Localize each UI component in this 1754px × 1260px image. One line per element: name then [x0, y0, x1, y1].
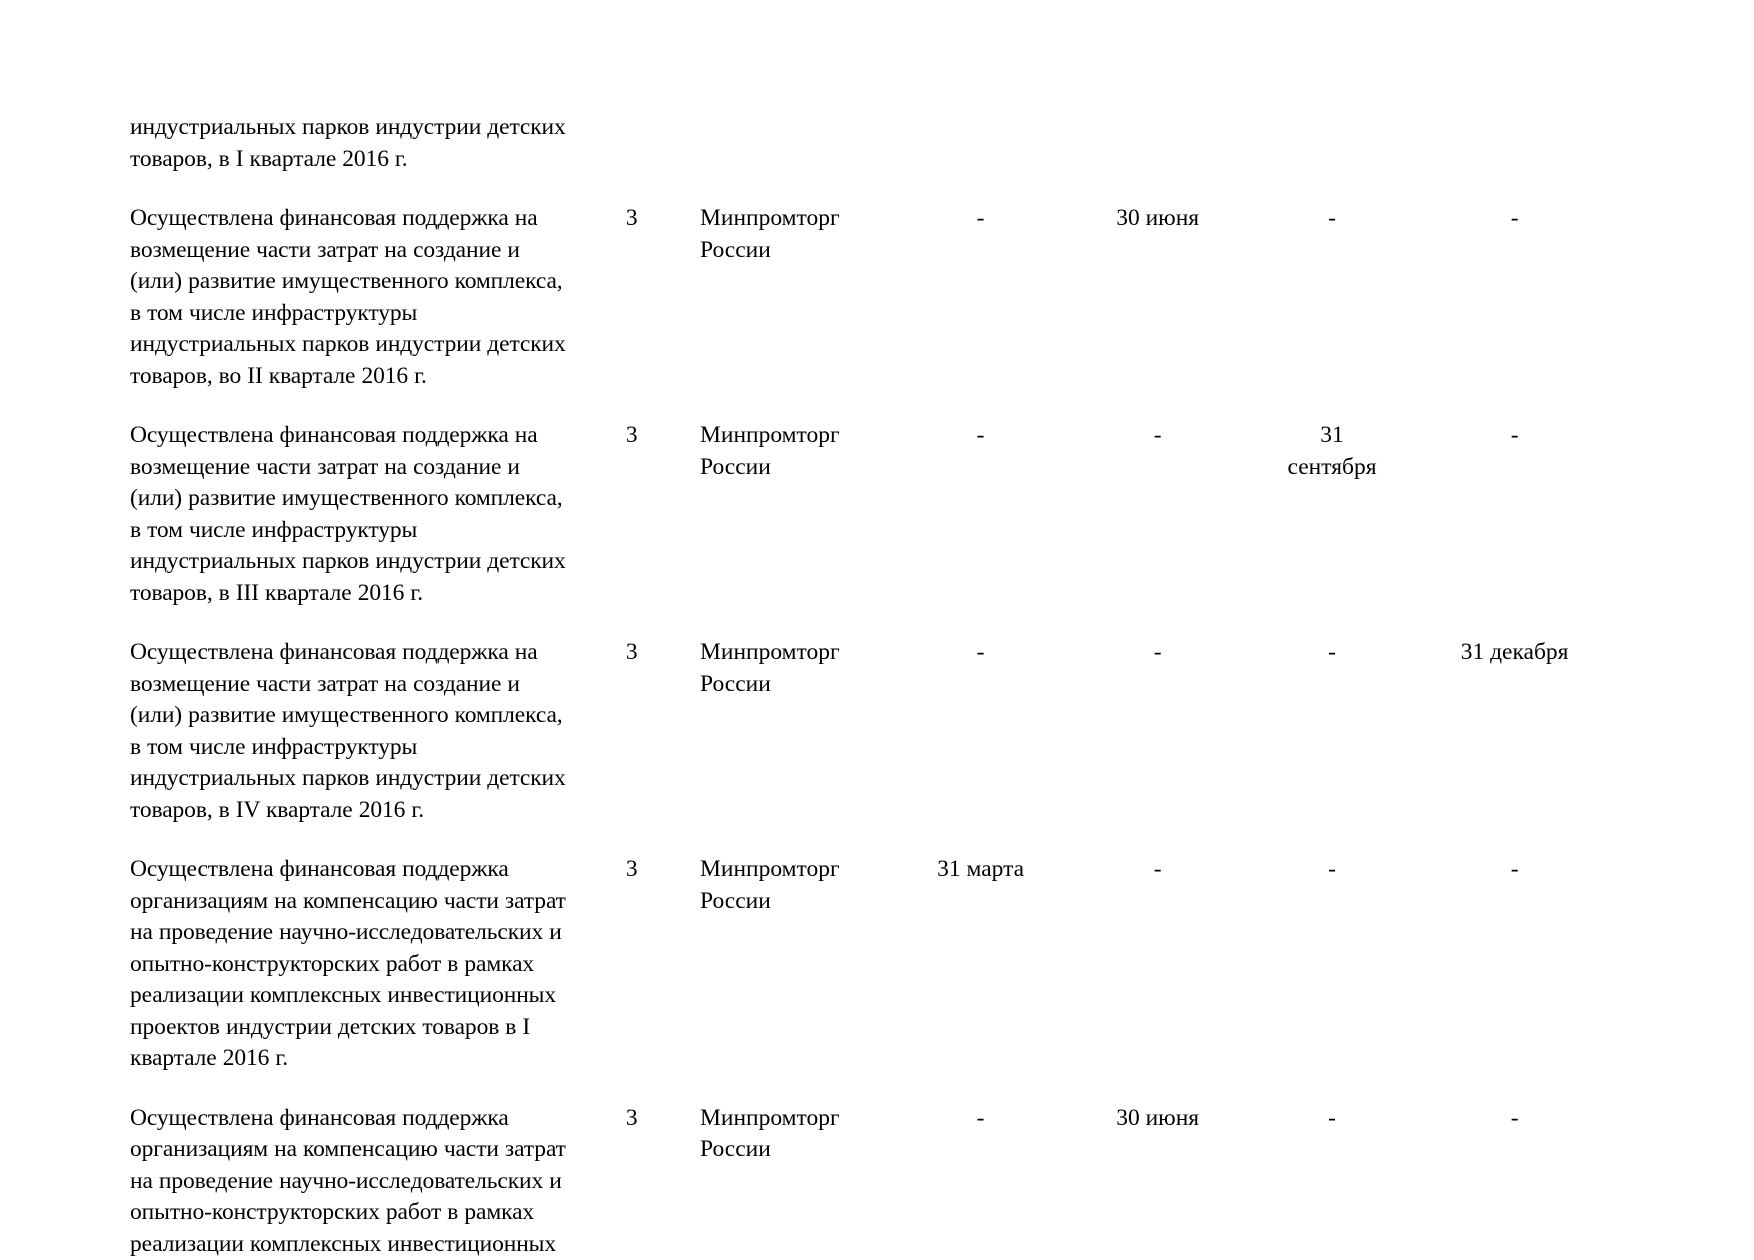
task-line: опытно-конструкторских работ в рамках: [130, 1197, 626, 1229]
task-line: индустриальных парков индустрии детских: [130, 546, 626, 578]
row-spacer: [130, 175, 1610, 203]
deadline-q4-cell: [1419, 112, 1610, 175]
deadline-q4-cell-text: -: [1427, 420, 1602, 452]
deadline-q3-cell: [1245, 854, 1419, 1075]
task-description-cell: [130, 420, 626, 609]
agency-line: Минпромторг: [700, 854, 891, 886]
value-cell: 3: [626, 854, 700, 1075]
task-line: индустриальных парков индустрии детских: [130, 763, 626, 795]
agency-line: Минпромторг: [700, 203, 891, 235]
deadline-q1-cell: [891, 420, 1071, 609]
deadline-q2-cell: [1071, 203, 1245, 392]
task-description-cell: [130, 854, 626, 1075]
agency-line: Минпромторг: [700, 1103, 891, 1135]
row-spacer: [130, 392, 1610, 420]
row-spacer-cell: [130, 175, 1610, 203]
deadline-q1-cell-text: 31 марта: [893, 854, 1068, 886]
deadline-q1-cell: [891, 854, 1071, 1075]
task-line: проектов индустрии детских товаров в I: [130, 1012, 626, 1044]
deadline-q2-cell-text: -: [1071, 637, 1245, 669]
deadline-q1-cell: [891, 1103, 1071, 1260]
row-spacer-cell: [130, 609, 1610, 637]
task-line: возмещение части затрат на создание и: [130, 235, 626, 267]
deadline-q3-cell-text: -: [1245, 854, 1419, 886]
value-cell: 3: [626, 203, 700, 392]
deadline-q2-cell: [1071, 1103, 1245, 1260]
task-line: (или) развитие имущественного комплекса,: [130, 483, 626, 515]
value-cell: 3: [626, 637, 700, 826]
task-line: товаров, в IV квартале 2016 г.: [130, 795, 626, 827]
deadline-q4-cell: [1419, 1103, 1610, 1260]
deadline-q1-cell: [891, 637, 1071, 826]
deadline-q1-cell-text: -: [893, 420, 1068, 452]
task-line: (или) развитие имущественного комплекса,: [130, 266, 626, 298]
table-row: [130, 637, 1610, 826]
table-row: [130, 420, 1610, 609]
deadline-q3-cell: [1245, 1103, 1419, 1260]
deadline-q2-cell: [1071, 854, 1245, 1075]
table-row: [130, 1103, 1610, 1260]
table-row: [130, 854, 1610, 1075]
deadline-q2-cell-text: 30 июня: [1071, 1103, 1245, 1135]
task-line: Осуществлена финансовая поддержка: [130, 1103, 626, 1135]
task-line: Осуществлена финансовая поддержка: [130, 854, 626, 886]
agency-cell: [700, 637, 891, 826]
value-cell: [626, 112, 700, 175]
deadline-q2-cell-text: -: [1071, 854, 1245, 886]
agency-line: Минпромторг: [700, 420, 891, 452]
deadline-q3-cell: [1245, 203, 1419, 392]
agency-line: России: [700, 235, 891, 267]
task-description-cell: [130, 1103, 626, 1260]
task-line: товаров, во II квартале 2016 г.: [130, 361, 626, 393]
deadline-q4-cell-text: -: [1427, 854, 1602, 886]
task-line: реализации комплексных инвестиционных: [130, 1229, 626, 1260]
deadline-q2-cell: [1071, 637, 1245, 826]
agency-line: России: [700, 886, 891, 918]
task-description-cell: [130, 203, 626, 392]
roadmap-table: [130, 112, 1610, 1260]
deadline-q1-cell-text: -: [893, 1103, 1068, 1135]
deadline-q2-cell-text: 30 июня: [1071, 203, 1245, 235]
deadline-q1-cell: [891, 203, 1071, 392]
task-line: опытно-конструкторских работ в рамках: [130, 949, 626, 981]
task-line: организациям на компенсацию части затрат: [130, 886, 626, 918]
deadline-q2-cell-text: -: [1071, 420, 1245, 452]
deadline-q3-cell: [1245, 112, 1419, 175]
deadline-q1-cell-text: -: [893, 637, 1068, 669]
agency-cell: [700, 203, 891, 392]
deadline-q1-cell-text: -: [893, 203, 1068, 235]
task-line: индустриальных парков индустрии детских: [130, 112, 626, 144]
task-line: в том числе инфраструктуры: [130, 732, 626, 764]
table-body: [130, 112, 1610, 1260]
task-description-cell: [130, 637, 626, 826]
row-spacer: [130, 826, 1610, 854]
deadline-q4-cell-text: -: [1427, 203, 1602, 235]
task-line: на проведение научно-исследовательских и: [130, 917, 626, 949]
row-spacer-cell: [130, 392, 1610, 420]
row-spacer: [130, 609, 1610, 637]
task-line: возмещение части затрат на создание и: [130, 669, 626, 701]
task-line: реализации комплексных инвестиционных: [130, 980, 626, 1012]
task-line: квартале 2016 г.: [130, 1043, 626, 1075]
deadline-q1-cell: [891, 112, 1071, 175]
deadline-q3-cell: [1245, 637, 1419, 826]
agency-line: России: [700, 1134, 891, 1166]
deadline-q4-cell: [1419, 203, 1610, 392]
task-line: на проведение научно-исследовательских и: [130, 1166, 626, 1198]
task-line: возмещение части затрат на создание и: [130, 452, 626, 484]
value-cell: 3: [626, 420, 700, 609]
table-row: [130, 203, 1610, 392]
agency-cell: [700, 420, 891, 609]
task-line: товаров, в I квартале 2016 г.: [130, 144, 626, 176]
agency-cell: [700, 1103, 891, 1260]
task-line: Осуществлена финансовая поддержка на: [130, 420, 626, 452]
deadline-q4-cell: [1419, 637, 1610, 826]
deadline-q3-cell: [1245, 420, 1419, 609]
deadline-q4-cell-text: -: [1427, 1103, 1602, 1135]
row-spacer-cell: [130, 826, 1610, 854]
task-line: товаров, в III квартале 2016 г.: [130, 578, 626, 610]
deadline-q2-cell: [1071, 420, 1245, 609]
deadline-q4-cell: [1419, 854, 1610, 1075]
deadline-q3-cell-text: 31 сентября: [1275, 420, 1390, 483]
task-line: Осуществлена финансовая поддержка на: [130, 203, 626, 235]
task-line: организациям на компенсацию части затрат: [130, 1134, 626, 1166]
table-row: [130, 112, 1610, 175]
deadline-q2-cell: [1071, 112, 1245, 175]
deadline-q4-cell: [1419, 420, 1610, 609]
agency-cell: [700, 112, 891, 175]
row-spacer: [130, 1075, 1610, 1103]
task-line: индустриальных парков индустрии детских: [130, 329, 626, 361]
task-description-cell: [130, 112, 626, 175]
task-line: (или) развитие имущественного комплекса,: [130, 700, 626, 732]
deadline-q3-cell-text: -: [1245, 637, 1419, 669]
task-line: Осуществлена финансовая поддержка на: [130, 637, 626, 669]
task-line: в том числе инфраструктуры: [130, 298, 626, 330]
value-cell: 3: [626, 1103, 700, 1260]
agency-line: Минпромторг: [700, 637, 891, 669]
agency-cell: [700, 854, 891, 1075]
row-spacer-cell: [130, 1075, 1610, 1103]
deadline-q3-cell-text: -: [1245, 1103, 1419, 1135]
deadline-q3-cell-text: -: [1245, 203, 1419, 235]
agency-line: России: [700, 669, 891, 701]
agency-line: России: [700, 452, 891, 484]
deadline-q4-cell-text: 31 декабря: [1457, 637, 1572, 669]
task-line: в том числе инфраструктуры: [130, 515, 626, 547]
